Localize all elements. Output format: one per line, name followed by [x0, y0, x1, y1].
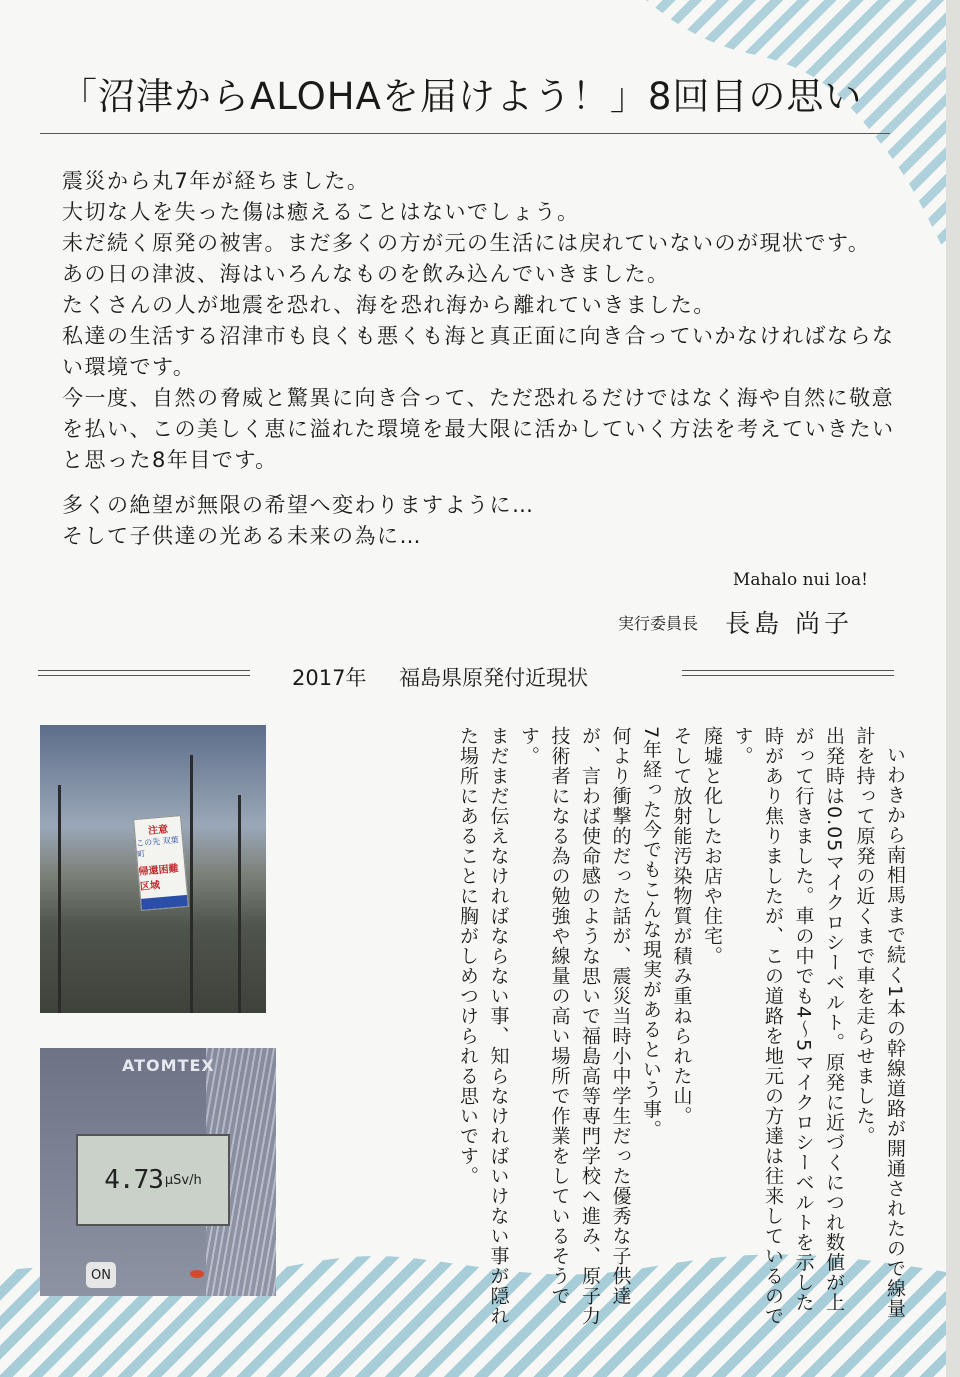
- sign-caution: 注意: [147, 824, 169, 837]
- intro-line: 今一度、自然の脅威と驚異に向き合って、ただ恐れるだけではなく海や自然に敬意: [62, 386, 895, 410]
- sign-main-text: 帰還困難区域: [138, 863, 180, 893]
- utility-pole: [238, 795, 241, 1013]
- intro-line: 大切な人を失った傷は癒えることはないでしょう。: [62, 200, 580, 224]
- closing-line: そして子供達の光ある未来の為に…: [62, 524, 422, 548]
- report-paragraph: 廃墟と化したお店や住宅。: [701, 726, 723, 966]
- signoff: Mahalo nui loa!: [732, 570, 868, 590]
- utility-pole: [58, 785, 61, 1013]
- report-paragraph: まだまだ伝えなければならない事、知らなければいけない事が隠れた場所にあることに胸がしめつけられる思いです。: [457, 726, 510, 1326]
- report-vertical-text: [300, 726, 910, 1326]
- intro-line: 私達の生活する沼津市も良くも悪くも海と真正面に向き合っていかなければならな: [62, 324, 895, 348]
- report-paragraph: いわきから南相馬まで続く1本の幹線道路が開通されたので線量計を持って原発の近くまで車を走らせました。: [853, 726, 906, 1319]
- intro-line: を払い、この美しく恵に溢れた環境を最大限に活かしていく方法を考えていきたい: [62, 417, 895, 441]
- report-paragraph: 何より衝撃的だった話が、震災当時小中学生だった優秀な子供達が、言わば使命感のような思いで福島高等専門学校へ進み、原子力技術者になる為の勉強や線量の高い場所で作業をしているそうです。: [518, 726, 632, 1326]
- intro-line: 未だ続く原発の被害。まだ多くの方が元の生活には戻れていないのが現状です。: [62, 231, 871, 255]
- report-paragraph: 7年経った今でもこんな現実があるという事。: [640, 726, 662, 1140]
- sign-top-text: この先 双葉町: [135, 835, 179, 860]
- intro-line: あの日の津波、海はいろんなものを飲み込んでいきました。: [62, 262, 670, 286]
- report-paragraph: そして放射能汚染物質が積み重ねられた山。: [670, 726, 693, 1126]
- intro-message: [62, 166, 900, 552]
- section-title: 福島県原発付近現状: [399, 666, 589, 690]
- page-title: 「沼津からALOHAを届けよう！」8回目の思い: [60, 75, 863, 118]
- power-button-icon: ON: [86, 1262, 116, 1288]
- photo-dosimeter: [40, 1048, 276, 1296]
- dosimeter-brand: ATOMTEX: [122, 1056, 215, 1075]
- warning-sign: [133, 815, 189, 911]
- intro-line: い環境です。: [62, 355, 196, 379]
- dosimeter-display: [76, 1134, 230, 1226]
- signature-block: [618, 604, 853, 640]
- dosimeter-reading: 4.73: [104, 1165, 163, 1195]
- section-rule-left: [38, 670, 250, 676]
- section-heading: [292, 662, 588, 692]
- intro-line: と思った8年目です。: [62, 448, 278, 472]
- title-underline: [40, 133, 890, 134]
- intro-line: たくさんの人が地震を恐れ、海を恐れ海から離れていきました。: [62, 293, 716, 317]
- photo-restricted-zone-sign: [40, 725, 266, 1013]
- intro-line: 震災から丸7年が経ちました。: [62, 169, 370, 193]
- paragraph-gap: [62, 476, 900, 490]
- section-year: 2017年: [292, 666, 367, 690]
- author-role: 実行委員長: [618, 613, 699, 633]
- dosimeter-unit: μSv/h: [164, 1172, 202, 1188]
- utility-pole: [190, 755, 193, 1013]
- section-rule-right: [682, 670, 894, 676]
- indicator-led: [190, 1270, 204, 1278]
- report-paragraph: 出発時は0.05マイクロシーベルト。原発に近づくにつれ数値が上がって行きました。車の中でも4〜5マイクロシーベルトを示した時があり焦りましたが、この道路を地元の方達は往来しているのです。: [731, 726, 845, 1326]
- closing-line: 多くの絶望が無限の希望へ変わりますように…: [62, 493, 535, 517]
- author-name: 長島 尚子: [725, 609, 854, 638]
- sign-band: [141, 895, 188, 910]
